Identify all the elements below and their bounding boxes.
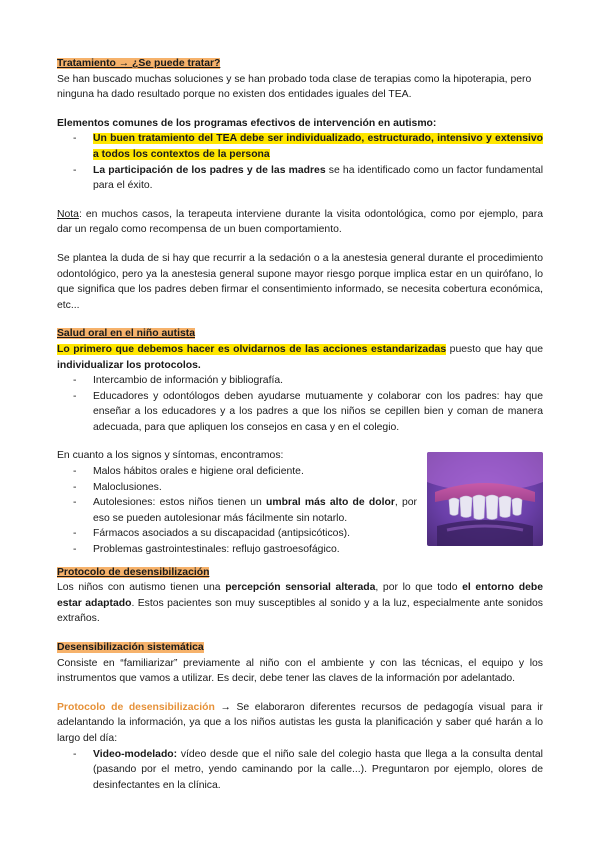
list-item: - Intercambio de información y bibliografía. — [73, 373, 543, 389]
signs-text — [57, 448, 417, 557]
teeth-photo-illustration — [427, 452, 543, 546]
list-title: Elementos comunes de los programas efectivos de intervención en autismo: — [57, 117, 437, 129]
section-heading-protocolo: Protocolo de desensibilización — [57, 566, 210, 578]
teeth-photo — [427, 452, 543, 546]
list-item: - Un buen tratamiento del TEA debe ser individualizado, estructurado, intensivo y extensivo a todos los contextos de la persona — [73, 131, 543, 162]
list-item: - Autolesiones: estos niños tienen un umbral más alto de dolor, por eso se pueden autolesionar más fácilmente sin notarlo. — [73, 495, 417, 526]
list-item: - La participación de los padres y de las madres se ha identificado como un factor fundamental para el éxito. — [73, 163, 543, 194]
bullet-list — [57, 131, 543, 193]
paragraph: Se han buscado muchas soluciones y se han probado toda clase de terapias como la hipoterapia, pero ninguna ha dado resultado porque no existen dos entidades iguales del TEA. — [57, 73, 532, 101]
list-item: - Malos hábitos orales e higiene oral deficiente. — [73, 464, 417, 480]
signs-block — [57, 448, 543, 557]
list-item: - Educadores y odontólogos deben ayudarse mutuamente y colaborar con los padres: hay que enseñar a los educadores y a los padres a que los niños se cepillen bien y coman de manera adecuada, para que apliquen los consejos en casa y en el colegio. — [73, 389, 543, 436]
section-heading-salud-oral: Salud oral en el niño autista — [57, 328, 195, 340]
list-item: - Maloclusiones. — [73, 480, 417, 496]
bullet-list — [57, 747, 543, 794]
section-heading-tratamiento: Tratamiento → ¿Se puede tratar? — [57, 58, 221, 69]
signs-list — [57, 464, 417, 558]
list-item: - Problemas gastrointestinales: reflujo gastroesofágico. — [73, 542, 417, 558]
note-paragraph: Nota: en muchos casos, la terapeuta interviene durante la visita odontológica, como por ejemplo, para dar un regalo como recompensa de un buen comportamiento. — [57, 208, 543, 236]
section-heading-desensibilizacion: Desensibilización sistemática — [57, 642, 204, 653]
signs-intro: En cuanto a los signos y síntomas, encontramos: — [57, 450, 284, 462]
paragraph: Los niños con autismo tienen una percepción sensorial alterada, por lo que todo el entorno debe estar adaptado. Estos pacientes son muy susceptibles al sonido y a la luz, especialmente ante sonidos extraños. — [57, 582, 543, 625]
paragraph: Protocolo de desensibilización → Se elaboraron diferentes recursos de pedagogía visual para ir adelantando la información, ya que a los niños autistas les gusta la planificación y saber qué harán a lo largo del día: — [57, 701, 543, 744]
paragraph: Se plantea la duda de si hay que recurrir a la sedación o a la anestesia general durante el procedimiento odontológico, pero ya la anestesia general supone mayor riesgo porque implica estar en un quirófano, lo que significa que los padres deben firmar el consentimiento informado, se necesita cobertura económica, etc... — [57, 252, 543, 311]
paragraph: Lo primero que debemos hacer es olvidarnos de las acciones estandarizadas puesto que hay que individualizar los protocolos. — [57, 343, 544, 371]
list-item: - Video-modelado: vídeo desde que el niño sale del colegio hasta que llega a la consulta dental (pasando por el metro, yendo caminando por la calle...). Preguntaron por ejemplo, olores de desinfectantes en la clínica. — [73, 747, 543, 794]
paragraph: Consiste en “familiarizar” previamente al niño con el ambiente y con las técnicas, el equipo y los instrumentos que vamos a utilizar. Es decir, debe tener las claves de la información por adelantado. — [57, 657, 543, 685]
list-item: - Fármacos asociados a su discapacidad (antipsicóticos). — [73, 526, 417, 542]
document-page — [57, 56, 543, 793]
bullet-list — [57, 373, 543, 435]
